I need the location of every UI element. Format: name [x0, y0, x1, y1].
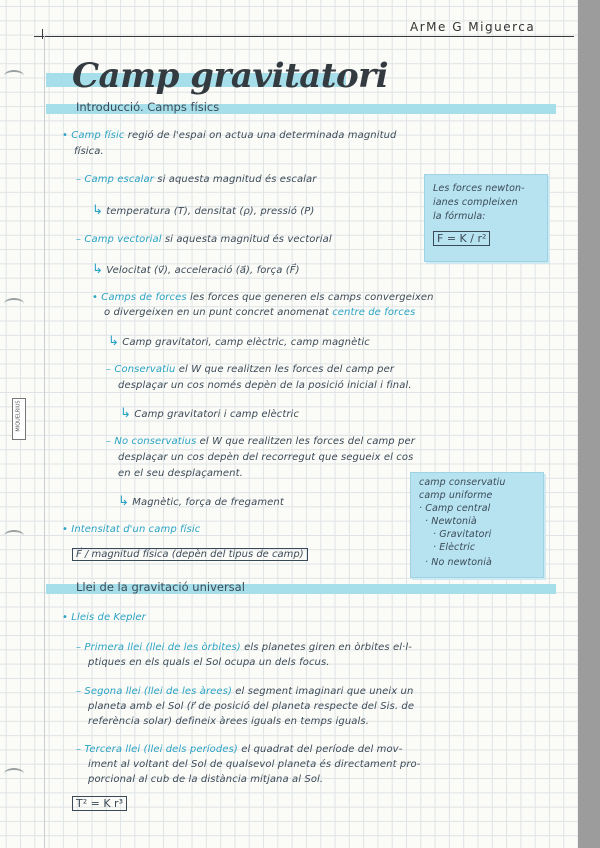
note-line: planeta amb el Sol (r⃗ de posició del planeta respecte del Sis. de: [88, 701, 415, 712]
kepler-third-law-formula: T² = K r³: [72, 796, 127, 811]
note-line: • Intensitat d'un camp físic: [62, 524, 201, 535]
box-line: · Newtonià: [425, 516, 477, 527]
header-rule: [34, 36, 574, 37]
section-heading-law: Llei de la gravitació universal: [76, 580, 245, 594]
note-line: porcional al cub de la distància mitjana al Sol.: [88, 774, 324, 785]
note-line: desplaçar un cos només depèn de la posició inicial i final.: [118, 380, 412, 391]
box-line: la fórmula:: [433, 211, 486, 222]
box-line: camp uniforme: [419, 490, 493, 501]
force-formula: F = K / r²: [433, 231, 490, 246]
note-line: ↳ Velocitat (v⃗), acceleració (a⃗), força (F⃗): [92, 262, 300, 277]
note-line: ↳ Camp gravitatori i camp elèctric: [120, 406, 300, 421]
note-line: o divergeixen en un punt concret anomenat centre de forces: [104, 307, 416, 318]
note-line: – Conservatiu el W que realitzen les forces del camp per: [106, 364, 395, 375]
intensity-formula-box: F⃗ / magnitud física (depèn del tipus de camp): [72, 548, 308, 561]
author-name: ArMe G Miguerca: [410, 20, 536, 34]
binder-hole: [4, 70, 24, 82]
note-line: – Tercera llei (llei dels períodes) el quadrat del període del mov-: [76, 744, 403, 755]
field-types-box: [410, 472, 544, 578]
note-line: física.: [74, 146, 104, 157]
box-line: camp conservatiu: [419, 477, 506, 488]
note-line: – No conservatius el W que realitzen les forces del camp per: [106, 436, 415, 447]
box-line: Les forces newton-: [433, 183, 525, 194]
box-line: · Elèctric: [433, 542, 476, 553]
section-heading-intro: Introducció. Camps físics: [76, 100, 220, 114]
note-line: – Camp escalar si aquesta magnitud és escalar: [76, 174, 317, 185]
box-line: · No newtonià: [425, 557, 492, 568]
notebook-brand-label: [12, 398, 26, 440]
note-line: – Segona llei (llei de les àrees) el segment imaginari que uneix un: [76, 686, 414, 697]
binder-hole: [4, 768, 24, 780]
box-line: · Gravitatori: [433, 529, 492, 540]
binder-hole: [4, 298, 24, 310]
note-line: – Primera llei (llei de les òrbites) els planetes giren en òrbites el·l-: [76, 642, 412, 653]
brand-text: MIQUELRIUS: [15, 400, 22, 432]
note-line: – Camp vectorial si aquesta magnitud és vectorial: [76, 234, 332, 245]
box-line: ianes compleixen: [433, 197, 518, 208]
page-title: Camp gravitatori: [72, 56, 389, 96]
note-line: • Camps de forces les forces que generen els camps convergeixen: [92, 292, 434, 303]
note-line: en el seu desplaçament.: [118, 468, 243, 479]
note-line: desplaçar un cos depèn del recorregut que segueix el cos: [118, 452, 414, 463]
note-line: ↳ temperatura (T), densitat (ρ), pressió (P): [92, 203, 315, 218]
note-line: • Lleis de Kepler: [62, 612, 146, 623]
scan-edge: [578, 0, 600, 848]
note-line: • Camp físic regió de l'espai on actua una determinada magnitud: [62, 130, 397, 141]
note-line: iment al voltant del Sol de qualsevol planeta és directament pro-: [88, 759, 421, 770]
margin-line: [44, 36, 45, 848]
header-tick: [42, 29, 43, 39]
note-line: ↳ Camp gravitatori, camp elèctric, camp magnètic: [108, 334, 370, 349]
note-line: ptiques en els quals el Sol ocupa un dels focus.: [88, 657, 330, 668]
box-line: · Camp central: [419, 503, 491, 514]
note-line: ↳ Magnètic, força de fregament: [118, 494, 284, 509]
note-line: referència solar) defineix àrees iguals en temps iguals.: [88, 716, 369, 727]
formula-note-box: [424, 174, 548, 262]
binder-hole: [4, 530, 24, 542]
